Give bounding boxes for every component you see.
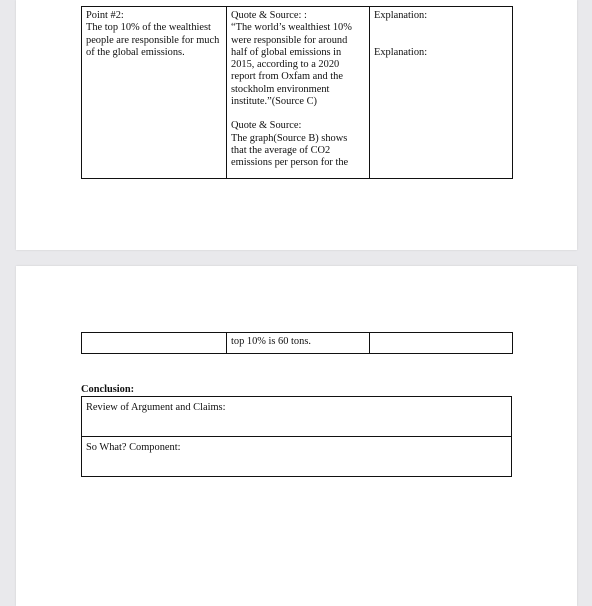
explanation2-label: Explanation: [374,47,428,59]
document-page-2 [16,266,577,606]
sowhat-label: So What? Component: [86,442,181,453]
conclusion-heading: Conclusion: [81,384,135,395]
review-cell [82,397,512,437]
point-text: Point #2: The top 10% of the wealthiest people are responsible for much of the global emissions. [86,10,220,58]
table-row [82,397,512,437]
quote1-text: “The world’s wealthiest 10% were responsible for around half of global emissions in 2015, according to a 2020 report from Oxfam and the stockholm environment institute.”(Source C) [231,22,352,108]
quote-cell-continued [227,333,370,354]
sowhat-cell [82,437,512,477]
argument-table-continued [81,332,513,354]
explanation-cell-continued [370,333,513,354]
explanation1-label: Explanation: [374,10,428,21]
table-row [82,7,513,179]
quote1-label: Quote & Source: : [231,10,307,21]
point-cell [82,7,227,179]
conclusion-table [81,396,512,477]
quote-cell [227,7,370,179]
table-row [82,437,512,477]
quote2-text: The graph(Source B) shows that the average of CO2 emissions per person for the [231,132,349,169]
continued-text: top 10% is 60 tons. [231,336,311,347]
table-row [82,333,513,354]
document-page-1 [16,0,577,250]
review-label: Review of Argument and Claims: [86,402,226,413]
quote2-label: Quote & Source: [231,120,302,132]
point-cell-continued [82,333,227,354]
argument-table [81,6,513,179]
explanation-cell [370,7,513,179]
